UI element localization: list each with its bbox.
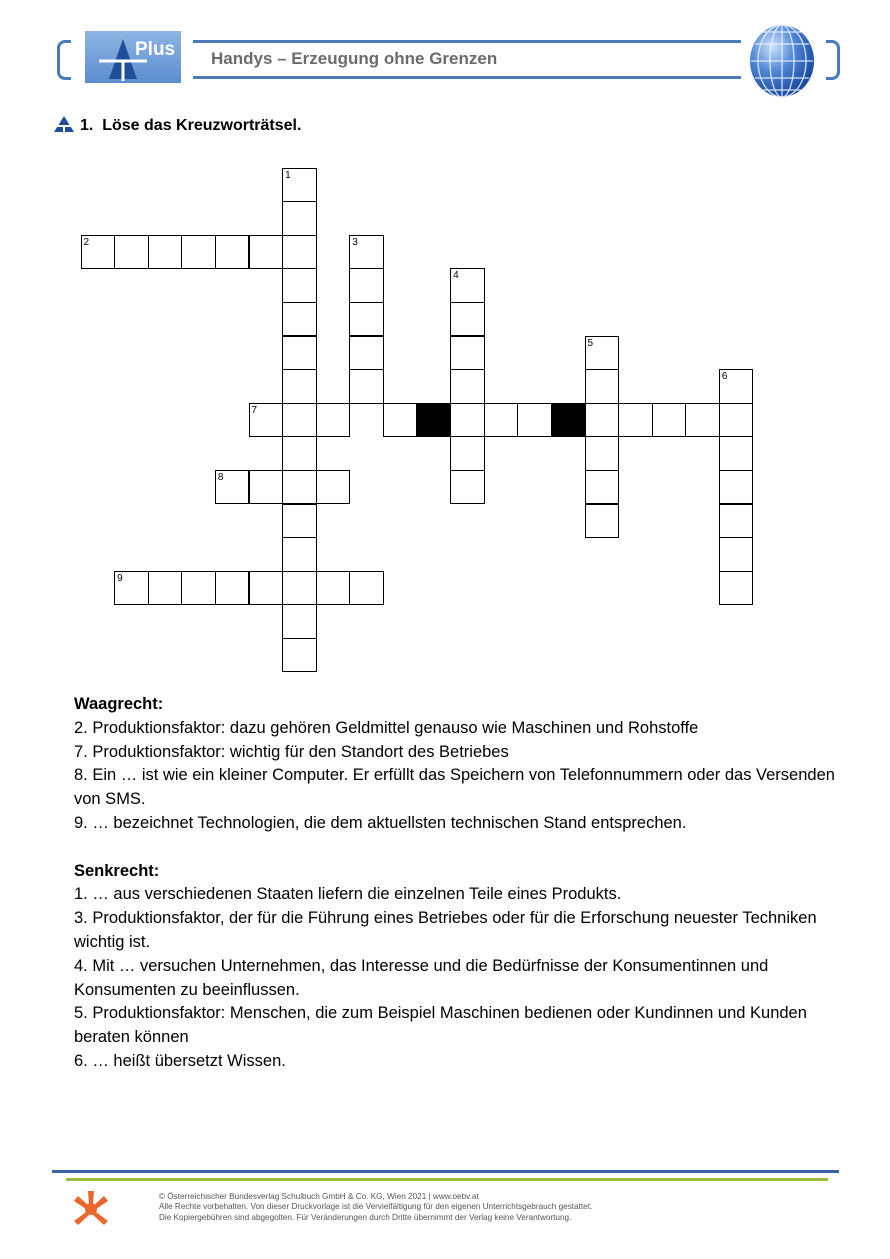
crossword-cell[interactable]: [282, 537, 317, 572]
down-clue: 3. Produktionsfaktor, der für die Führung eines Betriebes oder für die Erforschung neuester Techniken wichtig ist.: [74, 909, 817, 951]
clue-number: 4: [453, 270, 459, 282]
down-clue: 4. Mit … versuchen Unternehmen, das Interesse und die Bedürfnisse der Konsumentinnen und Konsumenten zu beeinflussen.: [74, 956, 769, 999]
across-clue: 7. Produktionsfaktor: wichtig für den Standort des Betriebes: [74, 742, 509, 761]
crossword-cell[interactable]: [585, 504, 620, 539]
logo-text: Plus: [135, 39, 176, 60]
crossword-cell[interactable]: [585, 369, 620, 404]
task-heading: [80, 117, 301, 135]
crossword-black-cell: [417, 403, 452, 438]
crossword-cell[interactable]: [148, 571, 183, 606]
clue-number: 5: [587, 337, 594, 349]
crossword-cell[interactable]: [316, 571, 351, 606]
down-heading: Senkrecht:: [74, 861, 160, 880]
crossword-cell[interactable]: [383, 403, 418, 438]
across-heading: Waagrecht:: [74, 695, 164, 713]
globe-icon: [749, 24, 815, 98]
crossword-cell[interactable]: [282, 201, 317, 236]
task-title: Löse das Kreuzworträtsel.: [102, 117, 302, 134]
crossword-cell[interactable]: [719, 571, 754, 606]
crossword-cell[interactable]: [282, 436, 317, 471]
crossword-black-cell: [551, 403, 586, 438]
crossword-cell[interactable]: [282, 403, 317, 438]
footer-rights: Alle Rechte vorbehalten. Von dieser Druckvorlage ist die Vervielfältigung für den eigenen Unterrichtsgebrauch gestattet.: [159, 1202, 593, 1212]
crossword-cell[interactable]: [349, 235, 384, 270]
crossword-cell[interactable]: [450, 268, 485, 303]
down-clue: 6. … heißt übersetzt Wissen.: [74, 1051, 286, 1070]
footer-rule-blue: [52, 1170, 839, 1173]
header-rule-bottom: [193, 76, 741, 79]
crossword-cell[interactable]: [585, 470, 620, 505]
footer-text: [159, 1192, 592, 1223]
crossword-cell[interactable]: [114, 235, 149, 270]
crossword-cell[interactable]: [282, 604, 317, 639]
page-title: Handys – Erzeugung ohne Grenzen: [211, 49, 498, 68]
crossword-cell[interactable]: [349, 268, 384, 303]
across-clue: 9. … bezeichnet Technologien, die dem aktuellsten technischen Stand entsprechen.: [74, 813, 687, 832]
crossword-cell[interactable]: [585, 403, 620, 438]
crossword-cell[interactable]: [349, 302, 384, 337]
footer-copyright: © Österreichischer Bundesverlag Schulbuch GmbH & Co. KG, Wien 2021 | www.oebv.at: [159, 1192, 479, 1201]
crossword-cell[interactable]: [282, 504, 317, 539]
crossword-cell[interactable]: [652, 403, 687, 438]
clue-number: 1: [285, 169, 291, 181]
crossword-cell[interactable]: [215, 235, 250, 270]
across-clue: 2. Produktionsfaktor: dazu gehören Geldmittel genauso wie Maschinen und Rohstoffe: [74, 718, 699, 737]
crossword-cell[interactable]: [316, 403, 351, 438]
crossword-cell[interactable]: [282, 571, 317, 606]
clue-number: 2: [83, 236, 90, 248]
crossword-cell[interactable]: [181, 571, 216, 606]
plus-logo: [85, 31, 181, 83]
crossword-cell[interactable]: [282, 638, 317, 673]
crossword-cell[interactable]: [685, 403, 720, 438]
clue-number: 9: [117, 572, 123, 584]
crossword-cell[interactable]: [282, 268, 317, 303]
crossword-cell[interactable]: [181, 235, 216, 270]
crossword-cell[interactable]: [215, 470, 250, 505]
crossword-cell[interactable]: [450, 470, 485, 505]
crossword-cell[interactable]: [484, 403, 519, 438]
publisher-logo-icon: [72, 1189, 110, 1229]
crossword-cell[interactable]: [585, 436, 620, 471]
crossword-cell[interactable]: [450, 336, 485, 371]
crossword-cell[interactable]: [719, 436, 754, 471]
crossword-cell[interactable]: [282, 302, 317, 337]
clue-number: 7: [251, 404, 258, 416]
header-bracket-left: [57, 40, 71, 80]
footer-disclaimer: Die Kopiergebühren sind abgegolten. Für Veränderungen durch Dritte übernimmt der Verlag keine Verantwortung.: [159, 1212, 572, 1222]
task-pyramid-icon: [53, 115, 75, 133]
crossword-cell[interactable]: [249, 571, 284, 606]
crossword-cell[interactable]: [282, 369, 317, 404]
crossword-cell[interactable]: [450, 403, 485, 438]
header-bracket-right: [826, 40, 840, 80]
crossword-cell[interactable]: [517, 403, 552, 438]
footer-rule-green: [66, 1178, 828, 1181]
clue-number: 8: [217, 471, 224, 483]
crossword-cell[interactable]: [81, 235, 116, 270]
crossword-cell[interactable]: [719, 470, 754, 505]
crossword-cell[interactable]: [719, 403, 754, 438]
crossword-cell[interactable]: [282, 336, 317, 371]
crossword-cell[interactable]: [282, 470, 317, 505]
crossword-cell[interactable]: [249, 403, 284, 438]
down-clue: 1. … aus verschiedenen Staaten liefern die einzelnen Teile eines Produkts.: [74, 885, 622, 904]
crossword-cell[interactable]: [316, 470, 351, 505]
across-clue: 8. Ein … ist wie ein kleiner Computer. Er erfüllt das Speichern von Telefonnummern oder das Versenden von SMS.: [74, 766, 835, 809]
crossword-cell[interactable]: [450, 302, 485, 337]
clue-number: 3: [352, 236, 358, 248]
crossword-cell[interactable]: [349, 369, 384, 404]
crossword-cell[interactable]: [148, 235, 183, 270]
crossword-cell[interactable]: [282, 168, 317, 203]
crossword-cell[interactable]: [719, 537, 754, 572]
crossword-cell[interactable]: [450, 369, 485, 404]
task-number: 1.: [80, 117, 94, 134]
crossword-cell[interactable]: [249, 235, 284, 270]
clues-section: [74, 693, 844, 1074]
crossword-cell[interactable]: [719, 504, 754, 539]
crossword-cell[interactable]: [282, 235, 317, 270]
crossword-cell[interactable]: [719, 369, 754, 404]
crossword-cell[interactable]: [450, 436, 485, 471]
crossword-cell[interactable]: [585, 336, 620, 371]
crossword-cell[interactable]: [349, 571, 384, 606]
crossword-cell[interactable]: [249, 470, 284, 505]
clue-number: 6: [721, 371, 728, 383]
down-clue: 5. Produktionsfaktor: Menschen, die zum Beispiel Maschinen bedienen oder Kundinnen und Kunden beraten können: [74, 1004, 807, 1047]
crossword-cell[interactable]: [618, 403, 653, 438]
crossword-cell[interactable]: [215, 571, 250, 606]
header-rule-top: [193, 40, 741, 43]
crossword-cell[interactable]: [349, 336, 384, 371]
crossword-cell[interactable]: [114, 571, 149, 606]
